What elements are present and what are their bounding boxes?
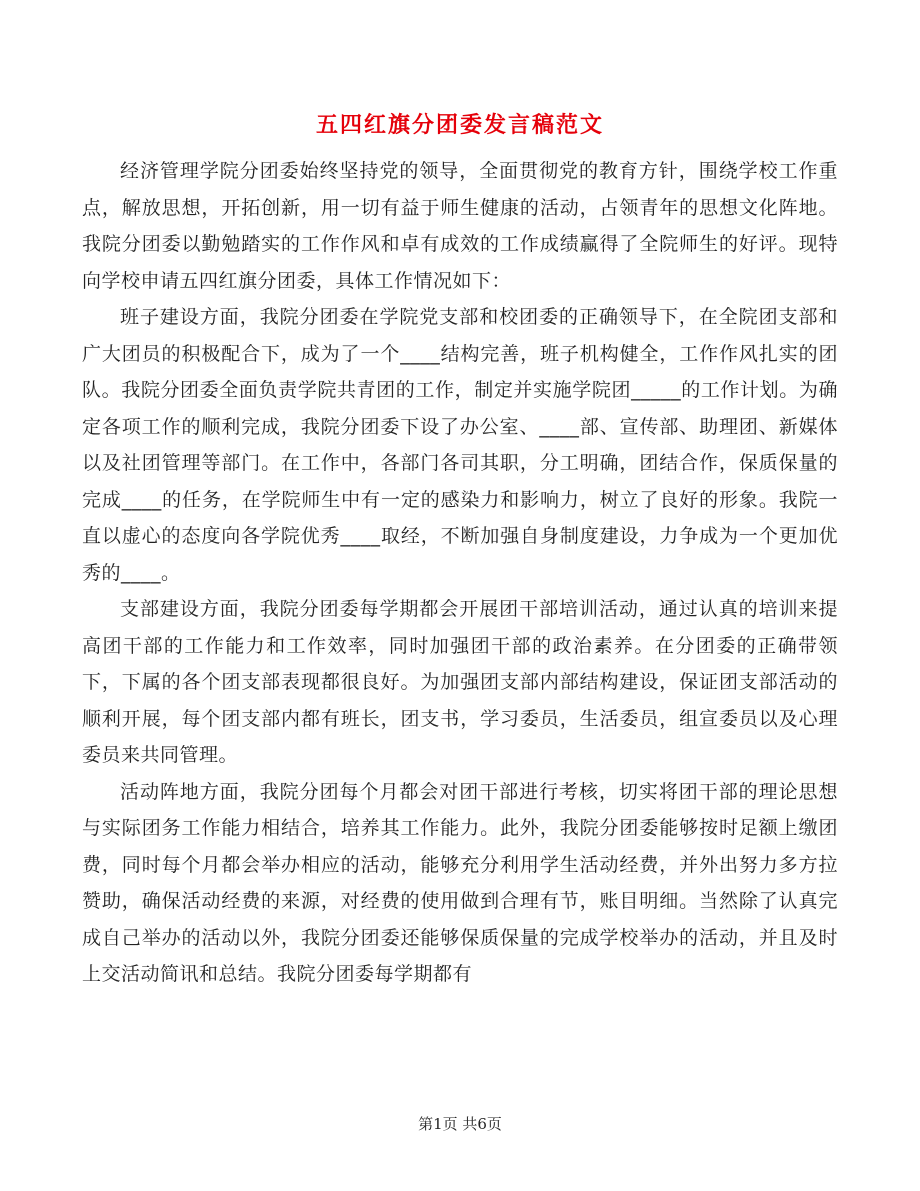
paragraph-activities: 活动阵地方面，我院分团每个月都会对团干部进行考核，切实将团干部的理论思想与实际团务工作能力相结合，培养其工作能力。此外，我院分团委能够按时足额上缴团费，同时每个月都会举办相应的活动，能够充分利用学生活动经费，并外出努力多方拉赞助，确保活动经费的来源，对经费的使用做到合理有节，账目明细。当然除了认真完成自己举办的活动以外，我院分团委还能够保质保量的完成学校举办的活动，并且及时上交活动简讯和总结。我院分团委每学期都有 bbox=[82, 780, 838, 985]
document-body bbox=[82, 153, 838, 993]
paragraph-team-building: 班子建设方面，我院分团委在学院党支部和校团委的正确领导下，在全院团支部和广大团员的积极配合下，成为了一个____结构完善，班子机构健全，工作作风扎实的团队。我院分团委全面负责学院共青团的工作，制定并实施学院团_____的工作计划。为确定各项工作的顺利完成，我院分团委下设了办公室、____部、宣传部、助理团、新媒体以及社团管理等部门。在工作中，各部门各司其职，分工明确，团结合作，保质保量的完成____的任务，在学院师生中有一定的感染力和影响力，树立了良好的形象。我院一直以虚心的态度向各学院优秀____取经，不断加强自身制度建设，力争成为一个更加优秀的____。 bbox=[82, 306, 838, 584]
paragraph-branch-building: 支部建设方面，我院分团委每学期都会开展团干部培训活动，通过认真的培训来提高团干部的工作能力和工作效率，同时加强团干部的政治素养。在分团委的正确带领下，下属的各个团支部表现都很良好。为加强团支部内部结构建设，保证团支部活动的顺利开展，每个团支部内都有班长，团支书，学习委员，生活委员，组宣委员以及心理委员来共同管理。 bbox=[82, 598, 838, 766]
document-title: 五四红旗分团委发言稿范文 bbox=[315, 112, 604, 138]
page-number: 第1页 共6页 bbox=[418, 1115, 502, 1133]
paragraph-intro: 经济管理学院分团委始终坚持党的领导，全面贯彻党的教育方针，围绕学校工作重点，解放思想，开拓创新，用一切有益于师生健康的活动，占领青年的思想文化阵地。我院分团委以勤勉踏实的工作作风和卓有成效的工作成绩赢得了全院师生的好评。现特向学校申请五四红旗分团委，具体工作情况如下： bbox=[82, 160, 838, 292]
